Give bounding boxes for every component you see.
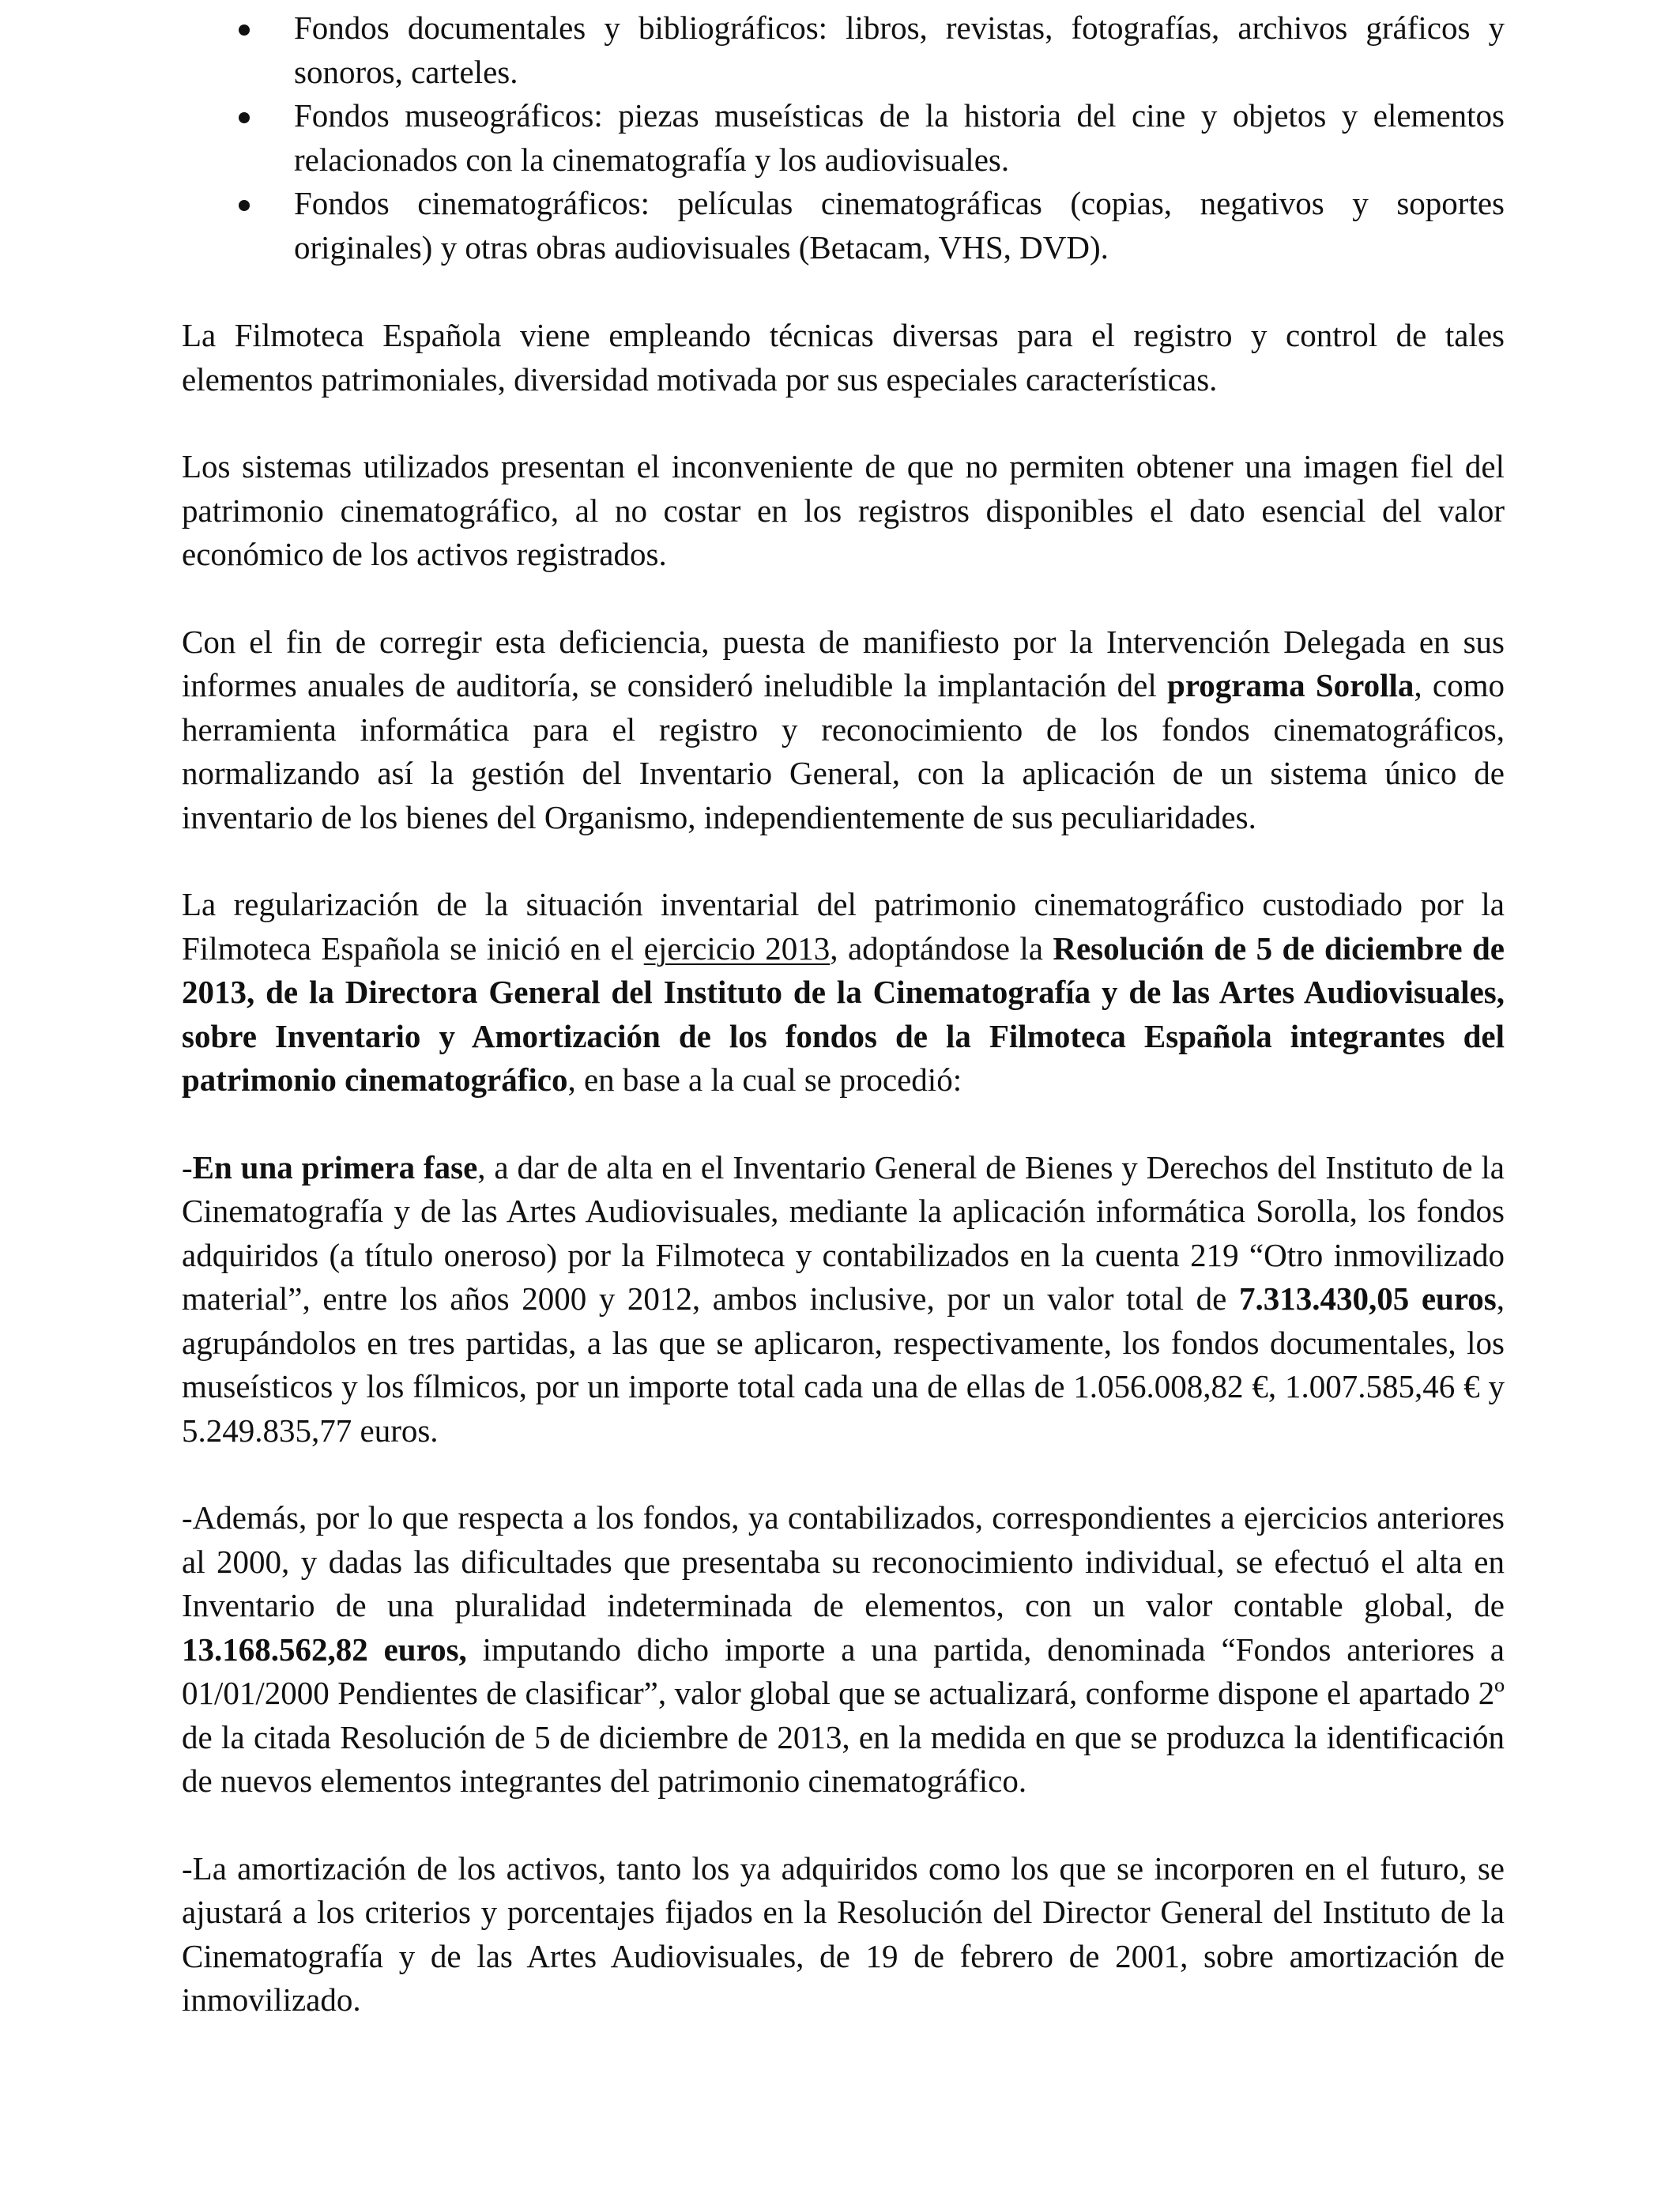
bold-text: En una primera fase [192, 1148, 478, 1186]
text-run: , a dar de alta en el Inventario General de Bienes y Derechos del Instituto de la Cinematografía y de las Artes Audiovisuales, mediante la aplicación informática Sorolla, los fondos adquiridos (a título oneroso) por la Filmoteca y contabilizados en la cuenta 219 “Otro inmovilizado material”, entre los años 2000 y 2012, ambos inclusive, por un valor total de [182, 1148, 1505, 1317]
text-run: Con el fin de corregir esta deficiencia, puesta de manifiesto por la Intervención Delegada en sus informes anuales de auditoría, se consideró ineludible la implantación del [182, 623, 1505, 703]
list-item-text: Fondos cinematográficos: películas cinematográficas (copias, negativos y soportes originales) y otras obras audiovisuales (Betacam, VHS, DVD). [294, 185, 1505, 266]
paragraph-sistemas: Los sistemas utilizados presentan el inconveniente de que no permiten obtener una imagen fiel del patrimonio cinematográfico, al no costar en los registros disponibles el dato esencial del valor económico de los activos registrados. [182, 448, 1505, 572]
list-item [182, 182, 1505, 270]
list-item-text: Fondos documentales y bibliográficos: libros, revistas, fotografías, archivos gráficos y sonoros, carteles. [294, 9, 1505, 90]
bold-text: Resolución de 5 de diciembre de 2013, de la Directora General del Instituto de la Cinematografía y de las Artes Audiovisuales, sobre Inventario y Amortización de los fondos de la Filmoteca Española integrantes del patrimonio cinematográfico [182, 929, 1505, 1098]
bullet-icon [239, 200, 250, 211]
paragraph-regularizacion [182, 883, 1505, 1103]
list-item [182, 6, 1505, 94]
text-run: , agrupándolos en tres partidas, a las que se aplicaron, respectivamente, los fondos documentales, los museísticos y los fílmicos, por un importe total cada una de ellas de 1.056.008,82 €, 1.007.585,46 € y 5.249.835,77 euros. [182, 1280, 1505, 1449]
bold-amount: 13.168.562,82 euros, [182, 1630, 467, 1668]
paragraph-amortizacion: -La amortización de los activos, tanto los ya adquiridos como los que se incorporen en el futuro, se ajustará a los criterios y porcentajes fijados en la Resolución del Director General del Instituto de la Cinematografía y de las Artes Audiovisuales, de 19 de febrero de 2001, sobre amortización de inmovilizado. [182, 1849, 1505, 2018]
bullet-icon [239, 25, 250, 36]
fondos-list [182, 6, 1505, 270]
bullet-icon [239, 112, 250, 123]
list-item-text: Fondos museográficos: piezas museísticas de la historia del cine y objetos y elementos relacionados con la cinematografía y los audiovisuales. [294, 97, 1505, 178]
text-run: La regularización de la situación inventarial del patrimonio cinematográfico custodiado por la Filmoteca Española se inició en el [182, 886, 1505, 967]
document-body [182, 6, 1505, 2022]
paragraph-tecnicas: La Filmoteca Española viene empleando técnicas diversas para el registro y control de tales elementos patrimoniales, diversidad motivada por sus especiales características. [182, 317, 1505, 398]
text-run: imputando dicho importe a una partida, denominada “Fondos anteriores a 01/01/2000 Pendientes de clasificar”, valor global que se actualizará, conforme dispone el apartado 2º de la citada Resolución de 5 de diciembre de 2013, en la medida en que se produzca la identificación de nuevos elementos integrantes del patrimonio cinematográfico. [182, 1630, 1505, 1799]
underlined-link[interactable]: ejercicio 2013 [643, 929, 831, 967]
text-run: , adoptándose la [830, 929, 1053, 967]
text-run: , como herramienta informática para el registro y reconocimiento de los fondos cinematográficos, normalizando así la gestión del Inventario General, con la aplicación de un sistema único de inventario de los bienes del Organismo, independientemente de sus peculiaridades. [182, 667, 1505, 835]
paragraph-sorolla [182, 620, 1505, 840]
paragraph-primera-fase [182, 1146, 1505, 1453]
text-run: - [182, 1148, 193, 1186]
text-run: , en base a la cual se procedió: [567, 1061, 962, 1098]
bold-text: programa Sorolla [1167, 667, 1414, 703]
bold-amount: 7.313.430,05 euros [1238, 1280, 1497, 1317]
paragraph-ademas [182, 1496, 1505, 1804]
text-run: -Además, por lo que respecta a los fondos, ya contabilizados, correspondientes a ejercicios anteriores al 2000, y dadas las dificultades que presentaba su reconocimiento individual, se efectuó el alta en Inventario de una pluralidad indeterminada de elementos, con un valor contable global, de [182, 1499, 1505, 1623]
list-item [182, 94, 1505, 182]
